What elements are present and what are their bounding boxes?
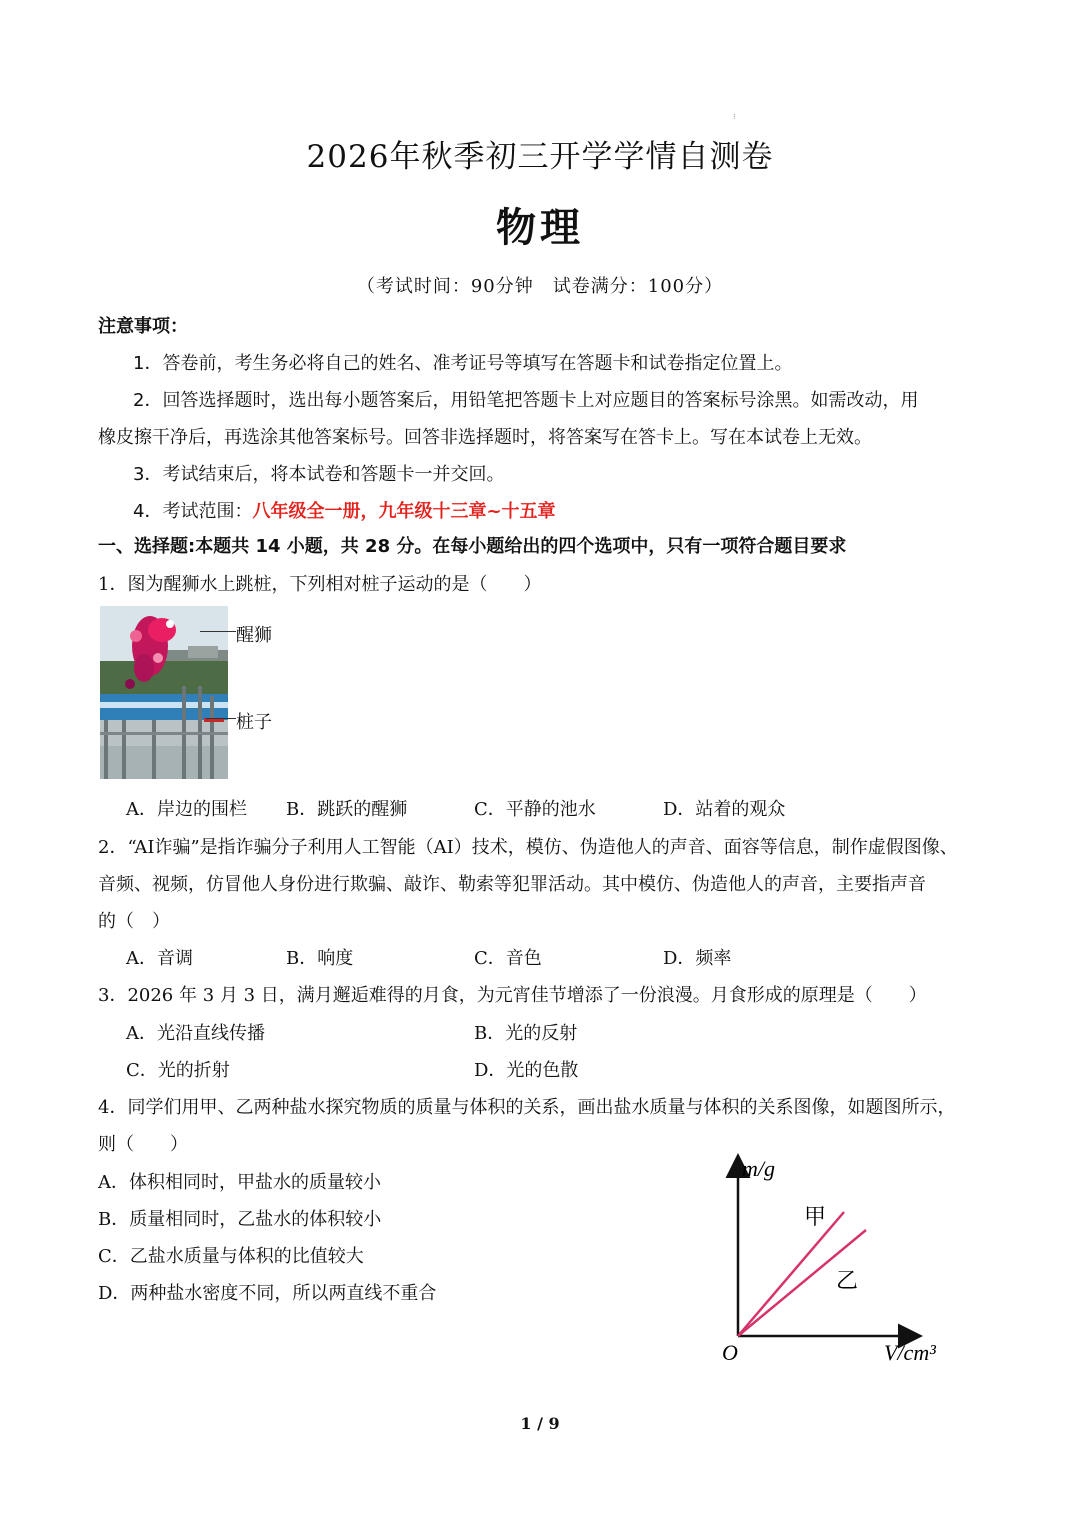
q3-option-d: D．光的色散 — [474, 1060, 579, 1081]
q2-option-a: A．音调 — [126, 948, 193, 969]
q3-option-c: C．光的折射 — [126, 1060, 230, 1081]
pile-label: 桩子 — [236, 712, 272, 733]
section-heading: 一、选择题:本题共 14 小题，共 28 分。在每小题给出的四个选项中，只有一项符合题目要求 — [98, 536, 847, 557]
q2-option-d: D．频率 — [663, 948, 732, 969]
note-item-3: 3．考试结束后，将本试卷和答题卡一并交回。 — [133, 464, 505, 485]
x-axis-label: V/cm³ — [884, 1340, 936, 1365]
note-item-1: 1．答卷前，考生务必将自己的姓名、准考证号等填写在答题卡和试卷指定位置上。 — [133, 353, 793, 374]
q2-option-c: C．音色 — [474, 948, 542, 969]
q4-stem-line-1: 4．同学们用甲、乙两种盐水探究物质的质量与体积的关系，画出盐水质量与体积的关系图像，如题图所示， — [98, 1097, 956, 1118]
label-jia: 甲 — [804, 1205, 827, 1230]
lion-label: 醒狮 — [236, 625, 272, 646]
line-jia — [738, 1212, 844, 1336]
q4-option-b: B．质量相同时，乙盐水的体积较小 — [98, 1209, 382, 1230]
q3-option-b: B．光的反射 — [474, 1023, 578, 1044]
page-mark: ⁝ — [733, 112, 736, 121]
exam-scope: 八年级全一册，九年级十三章~十五章 — [252, 501, 556, 522]
q1-stem: 1．图为醒狮水上跳桩，下列相对桩子运动的是（ ） — [98, 574, 542, 595]
q2-stem-line-1: 2．“AI诈骗”是指诈骗分子利用人工智能（AI）技术，模仿、伪造他人的声音、面容等信息，制作虚假图像、 — [98, 837, 958, 858]
note-item-4-prefix: 4．考试范围： — [133, 501, 253, 522]
q4-option-a: A．体积相同时，甲盐水的质量较小 — [98, 1172, 381, 1193]
q2-stem-line-3: 的（ ） — [98, 911, 170, 932]
q1-option-c: C．平静的池水 — [474, 799, 596, 820]
q1-option-d: D．站着的观众 — [663, 799, 786, 820]
origin-label: O — [722, 1340, 738, 1365]
label-yi: 乙 — [836, 1269, 859, 1294]
exam-info: （考试时间：90分钟 试卷满分：100分） — [356, 276, 724, 297]
q4-option-c: C．乙盐水质量与体积的比值较大 — [98, 1246, 364, 1267]
pile-label-line — [206, 718, 236, 719]
note-item-2: 2．回答选择题时，选出每小题答案后，用铅笔把答题卡上对应题目的答案标号涂黑。如需改动，用 — [133, 390, 919, 411]
q1-option-a: A．岸边的围栏 — [126, 799, 247, 820]
note-item-2-cont: 橡皮擦干净后，再选涂其他答案标号。回答非选择题时，将答案写在答卡上。写在本试卷上无效。 — [98, 427, 872, 448]
y-axis-label: m/g — [742, 1156, 775, 1181]
subject-title: 物理 — [496, 204, 584, 251]
q2-option-b: B．响度 — [286, 948, 354, 969]
exam-title: 2026年秋季初三开学学情自测卷 — [306, 139, 774, 175]
q3-option-a: A．光沿直线传播 — [126, 1023, 265, 1044]
note-item-4 — [133, 497, 556, 523]
q2-stem-line-2: 音频、视频，仿冒他人身份进行欺骗、敲诈、勒索等犯罪活动。其中模仿、伪造他人的声音，主要指声音 — [98, 874, 926, 895]
q1-option-b: B．跳跃的醒狮 — [286, 799, 408, 820]
mass-volume-graph — [700, 1146, 960, 1376]
page-number: 1 / 9 — [520, 1414, 560, 1433]
q3-stem: 3．2026 年 3 月 3 日，满月邂逅难得的月食，为元宵佳节增添了一份浪漫。月食形成的原理是（ ） — [98, 985, 927, 1006]
q4-stem-line-2: 则（ ） — [98, 1134, 188, 1155]
notes-heading: 注意事项： — [98, 316, 188, 337]
lion-label-line — [200, 631, 236, 632]
q4-option-d: D．两种盐水密度不同，所以两直线不重合 — [98, 1283, 437, 1304]
